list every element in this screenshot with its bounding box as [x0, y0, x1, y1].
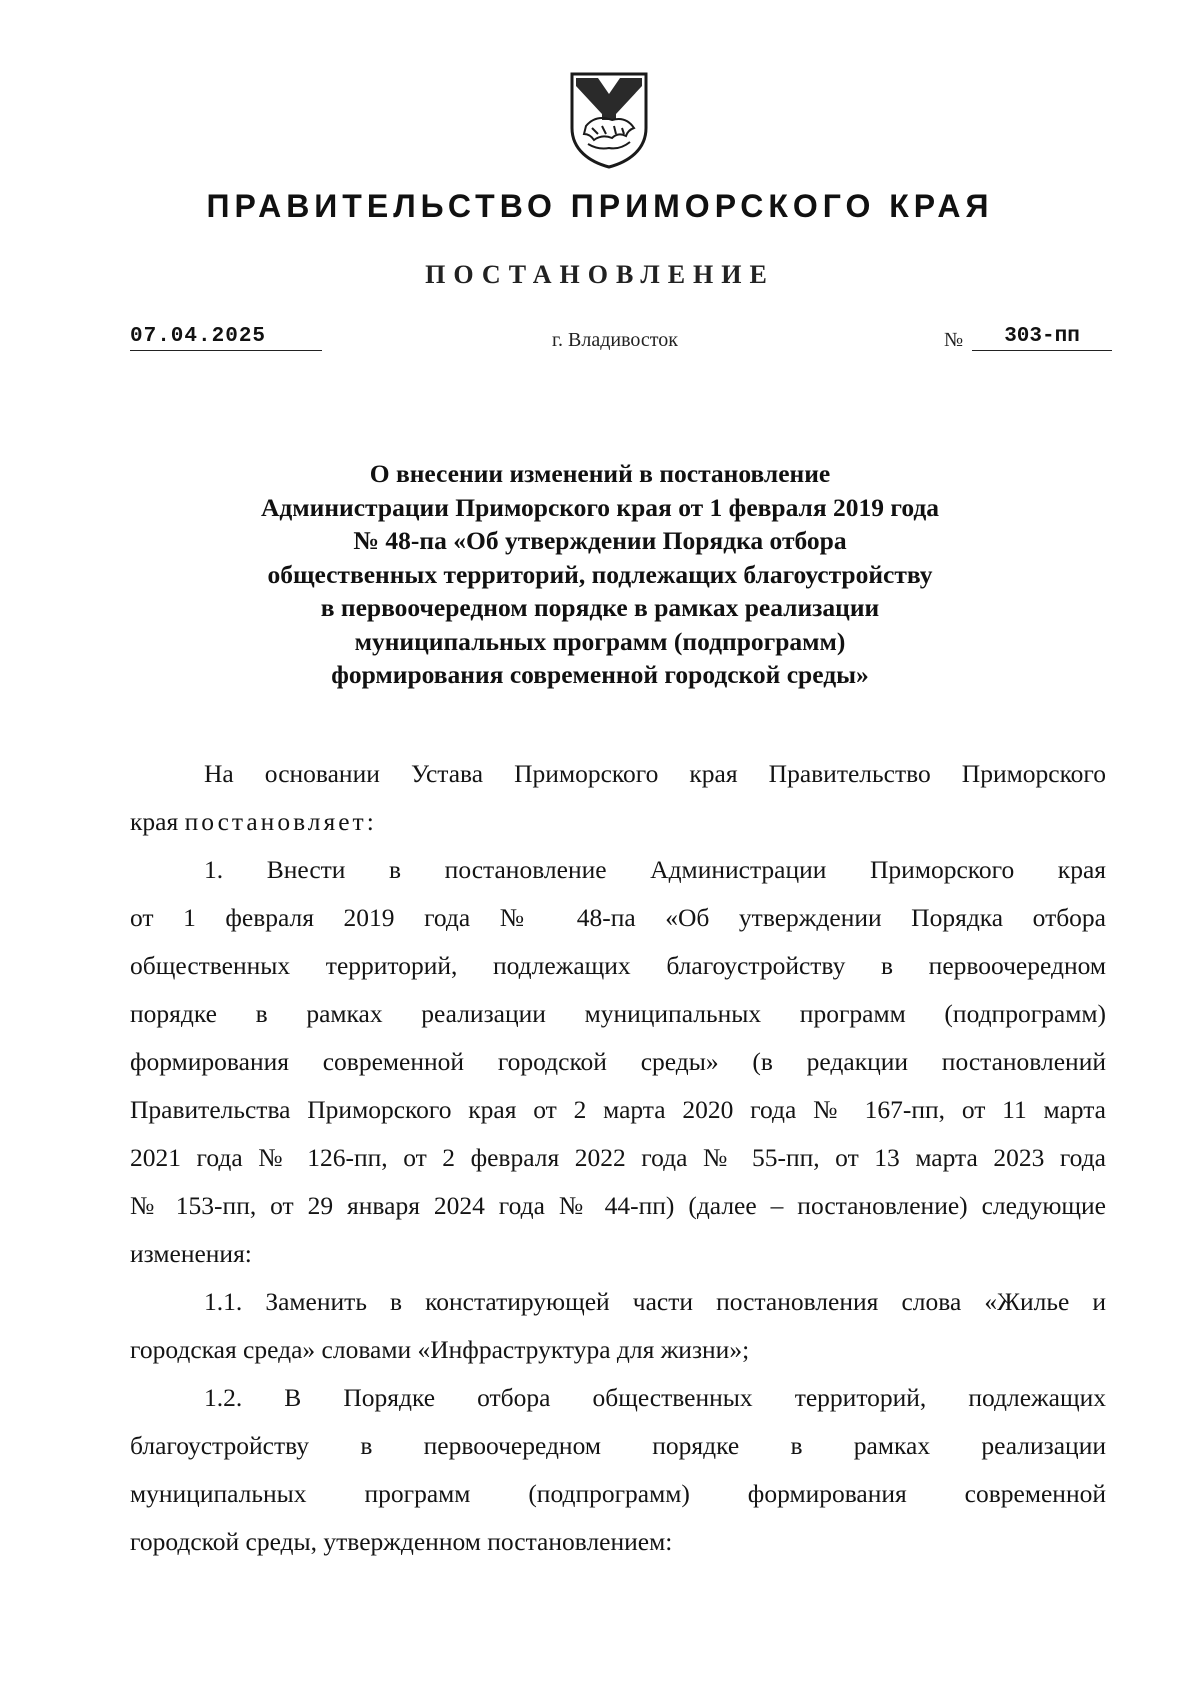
body-line: формирования современной городской среды» (в редакции постановлений — [130, 1047, 1106, 1076]
body-line: 1.2. В Порядке отбора общественных территорий, подлежащих — [204, 1383, 1106, 1412]
body-line: городская среда» словами «Инфраструктура для жизни»; — [130, 1335, 750, 1364]
body-line: от 1 февраля 2019 года № 48-па «Об утверждении Порядка отбора — [130, 903, 1106, 932]
body-line: 1. Внести в постановление Администрации Приморского края — [204, 855, 1106, 884]
body-text-spaced: постановляет: — [184, 807, 377, 836]
body-line: 1.1. Заменить в констатирующей части постановления слова «Жилье и — [204, 1287, 1106, 1316]
heading-line: формирования современной городской среды» — [331, 660, 869, 689]
body-text: края — [130, 807, 185, 836]
coat-of-arms-icon — [568, 70, 650, 170]
heading-line: в первоочередном порядке в рамках реализации — [320, 593, 880, 622]
document-number-label: № — [944, 329, 964, 351]
document-city: г. Владивосток — [552, 329, 678, 351]
body-line: городской среды, утвержденном постановлением: — [130, 1527, 673, 1556]
body-line: муниципальных программ (подпрограмм) формирования современной — [130, 1479, 1106, 1508]
body-line: благоустройству в первоочередном порядке в рамках реализации — [130, 1431, 1106, 1460]
document-heading — [150, 457, 1050, 692]
document-type: ПОСТАНОВЛЕНИЕ — [425, 260, 775, 289]
body-line: Правительства Приморского края от 2 марта 2020 года № 167-пп, от 11 марта — [130, 1095, 1106, 1124]
body-line: изменения: — [130, 1239, 252, 1268]
organization-title: ПРАВИТЕЛЬСТВО ПРИМОРСКОГО КРАЯ — [206, 188, 994, 224]
document-meta — [0, 325, 1200, 365]
heading-line: Администрации Приморского края от 1 февраля 2019 года — [260, 492, 940, 522]
body-line: № 153-пп, от 29 января 2024 года № 44-пп) (далее – постановление) следующие — [130, 1191, 1106, 1220]
body-line: общественных территорий, подлежащих благоустройству в первоочередном — [130, 951, 1106, 980]
body-line: 2021 года № 126-пп, от 2 февраля 2022 года № 55-пп, от 13 марта 2023 года — [130, 1143, 1106, 1172]
body-line: На основании Устава Приморского края Правительство Приморского — [204, 759, 1106, 788]
document-number: 303-пп — [972, 325, 1112, 351]
heading-line: общественных территорий, подлежащих благоустройству — [267, 559, 933, 589]
body-line — [130, 802, 1106, 842]
heading-line: № 48-па «Об утверждении Порядка отбора — [353, 526, 847, 555]
body-line: порядке в рамках реализации муниципальных программ (подпрограмм) — [130, 999, 1106, 1028]
heading-line: муниципальных программ (подпрограмм) — [354, 626, 846, 656]
heading-line: О внесении изменений в постановление — [369, 459, 831, 488]
document-date: 07.04.2025 — [130, 325, 322, 351]
